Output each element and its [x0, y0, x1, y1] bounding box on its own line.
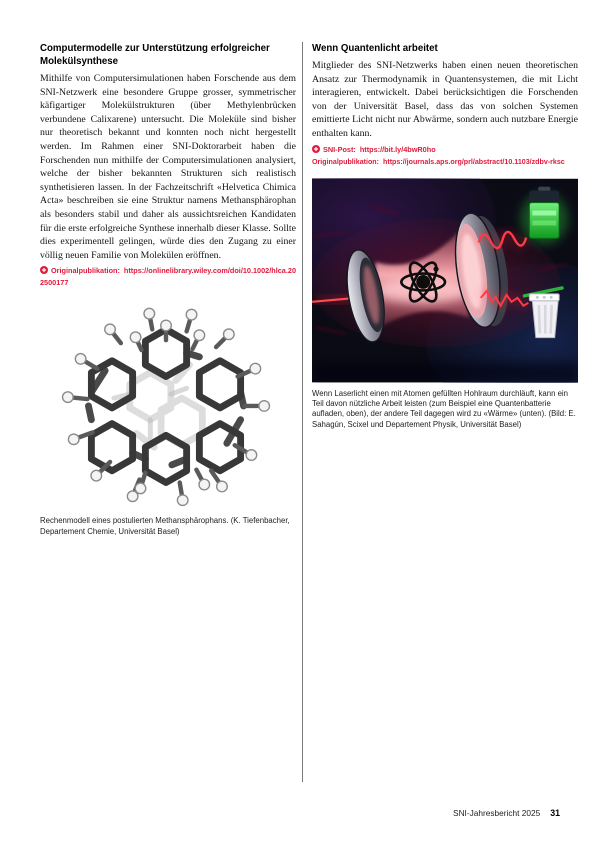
- column-divider: [302, 42, 303, 782]
- plus-circle-icon: [312, 145, 320, 153]
- sni-post-link[interactable]: [312, 144, 578, 156]
- right-publication-label: Originalpublikation:: [312, 158, 379, 167]
- left-article-heading: Computermodelle zur Unterstützung erfolgreicher Molekülsynthese: [40, 43, 270, 67]
- plus-circle-icon: [40, 266, 48, 274]
- page-footer: [453, 807, 560, 819]
- report-title: SNI-Jahresbericht 2025: [453, 808, 541, 818]
- left-article-body: Mithilfe von Computersimulationen haben Forschende aus dem SNI-Netzwerk eine besondere Gruppe grosser, symmetrischer käfigartiger Molekülstrukturen (über Methylenbrücken verbundene Calixarene) untersucht. Die Moleküle sind bisher nur theoretisch bekannt und konnten noch nicht hergestellt werden. Im Rahmen einer SNI-Doktorarbeit haben die Forschenden nun mithilfe der Computersimulationen analysiert, welche der bisher bekannten Strukturen sich realistisch synthetisieren lassen. In der Fachzeitschrift «Helvetica Chimica Acta» beschreiben sie eine Struktur namens Methansphärophan als besonders stabil und daher als aussichtsreichen Kandidaten für die erste erfolgreiche Synthese innerhalb dieser Klasse. Sollte dies experimentell gelingen, würde dies den Zugang zu einer völlig neuen Familie von Molekülen eröffnen.: [40, 73, 296, 261]
- molecule-figure-caption: Rechenmodell eines postulierten Methansphärophans. (K. Tiefenbacher, Departement Chemie, Universität Basel): [40, 516, 290, 536]
- left-publication-link[interactable]: [40, 265, 296, 288]
- quantum-figure-caption: Wenn Laserlicht einen mit Atomen gefüllten Hohlraum durchläuft, kann ein Teil davon nützliche Arbeit leisten (zum Beispiel eine Quantenbatterie aufladen, oben), der andere Teil dagegen wird zu «Wärme» (unten). (Bild: E. Sahagún, Scixel und Departement Physik, Universität Basel): [312, 388, 576, 429]
- molecule-figure: [40, 296, 296, 510]
- quantum-cavity-figure: [312, 178, 578, 383]
- right-article-body: Mitglieder des SNI-Netzwerks haben einen neuen theoretischen Ansatz zur Thermodynamik in Quantensystemen, die mit Licht interagieren, entwickelt. Dabei berücksichtigen die Forschenden von der Universität Basel, dass das von solchen Systemen emittierte Licht nicht nur Abwärme, sondern auch nutzbare Energie enthalten kann.: [312, 60, 578, 139]
- right-publication-url[interactable]: https://journals.aps.org/prl/abstract/10.1103/zdbv-rksc: [383, 158, 565, 167]
- right-article: [312, 42, 578, 430]
- left-publication-label: Originalpublikation:: [51, 266, 120, 276]
- page-number: 31: [550, 808, 560, 818]
- sni-post-label: SNI-Post:: [323, 144, 356, 154]
- right-article-heading: Wenn Quantenlicht arbeitet: [312, 43, 438, 54]
- left-publication-url[interactable]: https://onlinelibrary.wiley.com/doi/10.1002/hlca.202500177: [40, 266, 296, 287]
- sni-post-url[interactable]: https://bit.ly/4bwR0ho: [359, 144, 436, 154]
- right-publication-link[interactable]: [312, 157, 578, 169]
- left-article: [40, 42, 296, 537]
